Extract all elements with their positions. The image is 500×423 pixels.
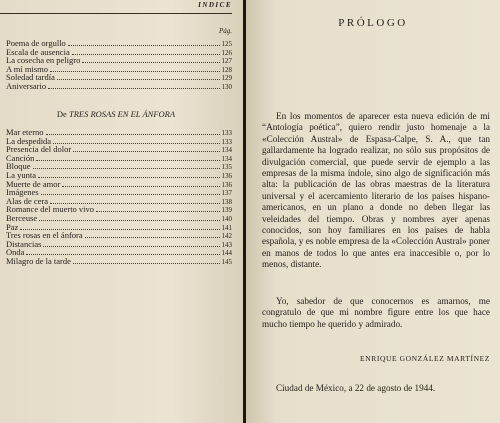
toc-list-second [6, 128, 232, 266]
toc-entry: Milagro de la tarde 145 [6, 255, 232, 266]
page-title: PRÓLOGO [338, 17, 408, 29]
toc-entry: Onda 144 [6, 247, 232, 258]
left-page [0, 0, 244, 423]
toc-entry: Alas de cera 138 [6, 195, 232, 206]
running-head-label: INDICE [198, 1, 232, 9]
prologue-paragraph: En los momentos de aparecer esta nueva edición de mi “Antología poética”, quiero rendir justo homenaje a la «Colección Austral» de Espasa-Calpe, S. A., que tan gallardamente ha logrado realizar, no sólo sus propósitos de divulgación comercial, que puede servir de ejemplo a las empresas de la misma índole, sino algo de significación más alta: la publicación de las obras maestras de la literatura universal y el acercamiento literario de los países hispano-americanos, en un plano a donde no deben llegar las veleidades del tiempo. Obras y nombres ayer apenas conocidos, son hoy familiares en los países de habla española, y es noble empresa de la «Colección Austral» poner en manos de todos lo que antes era inaccesible o, por lo menos, distante. [262, 111, 490, 270]
toc-entry: Imágenes 137 [6, 187, 232, 198]
toc-entry: A mí mismo 128 [6, 63, 232, 74]
toc-entry: La cosecha en peligro 127 [6, 55, 232, 66]
section-heading: De TRES ROSAS EN EL ÁNFORA [56, 109, 176, 119]
toc-entry: Escala de ausencia 126 [6, 46, 232, 57]
toc-entry: Mar eterno 133 [6, 127, 232, 137]
toc-entry: Tres rosas en el ánfora 142 [6, 230, 232, 241]
toc-entry: La despedida 133 [6, 135, 232, 146]
dateline: Ciudad de México, a 22 de agosto de 1944. [276, 383, 436, 393]
toc-entry: Poema de orgullo 125 [6, 38, 232, 48]
author-signature: ENRIQUE GONZÁLEZ MARTÍNEZ [360, 354, 490, 363]
toc-entry: Berceuse 140 [6, 212, 232, 223]
toc-entry: Soledad tardía 129 [6, 72, 232, 83]
toc-entry: Paz 141 [6, 221, 232, 232]
toc-entry: Aniversario 130 [6, 80, 232, 91]
toc-entry: Canción 134 [6, 152, 232, 163]
toc-entry: Bloque 135 [6, 161, 232, 172]
toc-entry: Presencia del dolor 134 [6, 144, 232, 155]
running-head [0, 0, 232, 14]
prologue-paragraph: Yo, sabedor de que conocernos es amarnos, me congratulo de que mi nombre figure entre los que hace mucho tiempo he querido y admirado. [262, 296, 490, 329]
toc-entry: Romance del muerto vivo 139 [6, 204, 232, 215]
toc-list-first [6, 39, 232, 91]
page-column-header: Pág. [218, 27, 232, 35]
toc-entry: Distancias 143 [6, 238, 232, 249]
toc-entry: Muerte de amor 136 [6, 178, 232, 189]
toc-entry: La yunta 136 [6, 169, 232, 180]
